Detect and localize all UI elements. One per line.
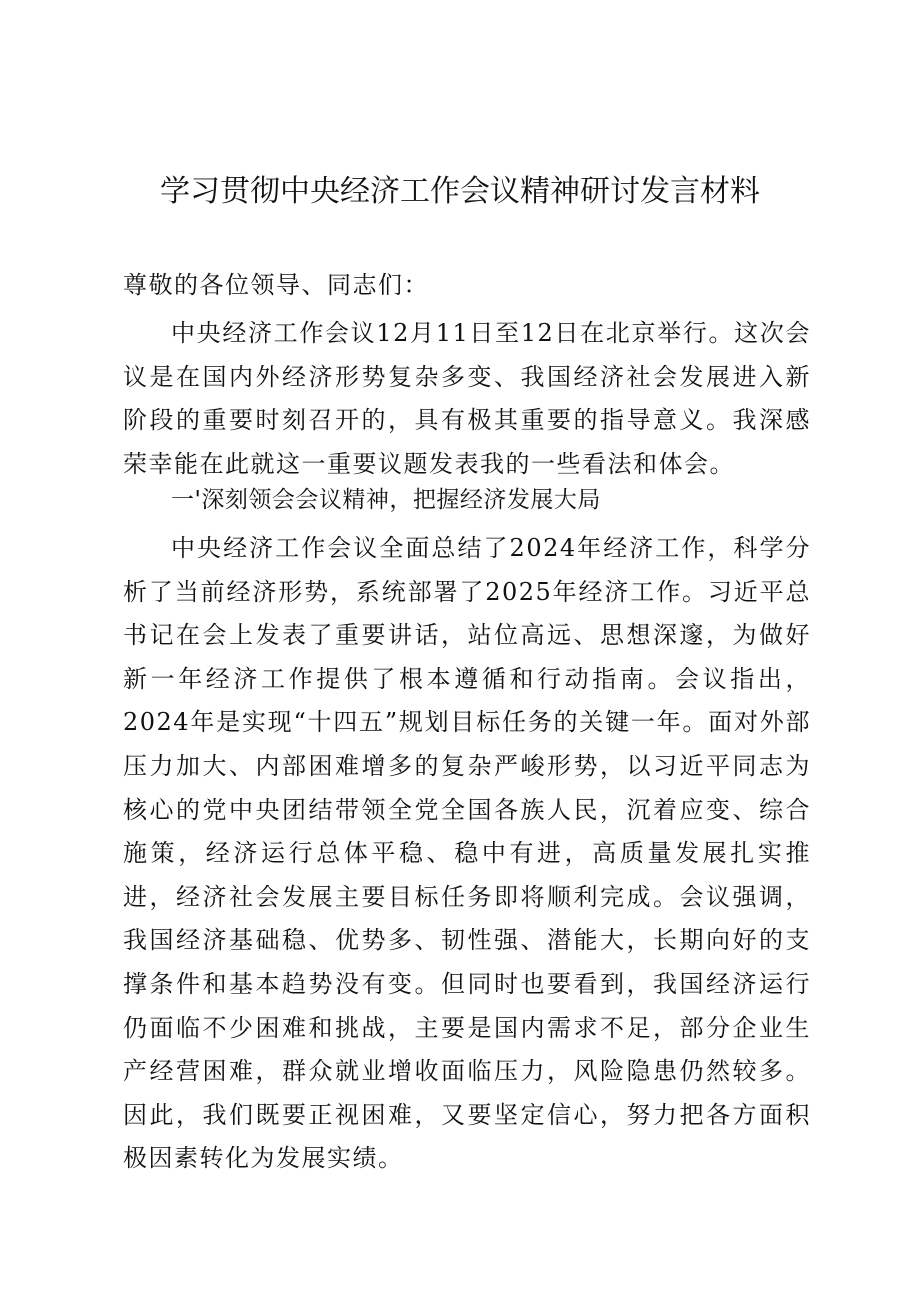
section-heading-1: 一'深刻领会会议精神，把握经济发展大局 bbox=[171, 487, 601, 513]
paragraph-section-1: 中央经济工作会议全面总结了2024年经济工作，科学分析了当前经济形势，系统部署了2025年经济工作。习近平总书记在会上发表了重要讲话，站位高远、思想深邃，为做好新一年经济工作提供了根本遵循和行动指南。会议指出，2024年是实现“十四五”规划目标任务的关键一年。面对外部压力加大、内部困难增多的复杂严峻形势，以习近平同志为核心的党中央团结带领全党全国各族人民，沉着应变、综合施策，经济运行总体平稳、稳中有进，高质量发展扎实推进，经济社会发展主要目标任务即将顺利完成。会议强调，我国经济基础稳、优势多、韧性强、潜能大，长期向好的支撑条件和基本趋势没有变。但同时也要看到，我国经济运行仍面临不少困难和挑战，主要是国内需求不足，部分企业生产经营困难，群众就业增收面临压力，风险隐患仍然较多。因此，我们既要正视困难，又要坚定信心，努力把各方面积极因素转化为发展实绩。 bbox=[123, 534, 811, 1173]
document-title: 学习贯彻中央经济工作会议精神研讨发言材料 bbox=[160, 174, 760, 209]
paragraph-intro: 中央经济工作会议12月11日至12日在北京举行。这次会议是在国内外经济形势复杂多变、我国经济社会发展进入新阶段的重要时刻召开的，具有极其重要的指导意义。我深感荣幸能在此就这一重要议题发表我的一些看法和体会。 bbox=[123, 319, 811, 478]
salutation: 尊敬的各位领导、同志们： bbox=[123, 271, 429, 299]
